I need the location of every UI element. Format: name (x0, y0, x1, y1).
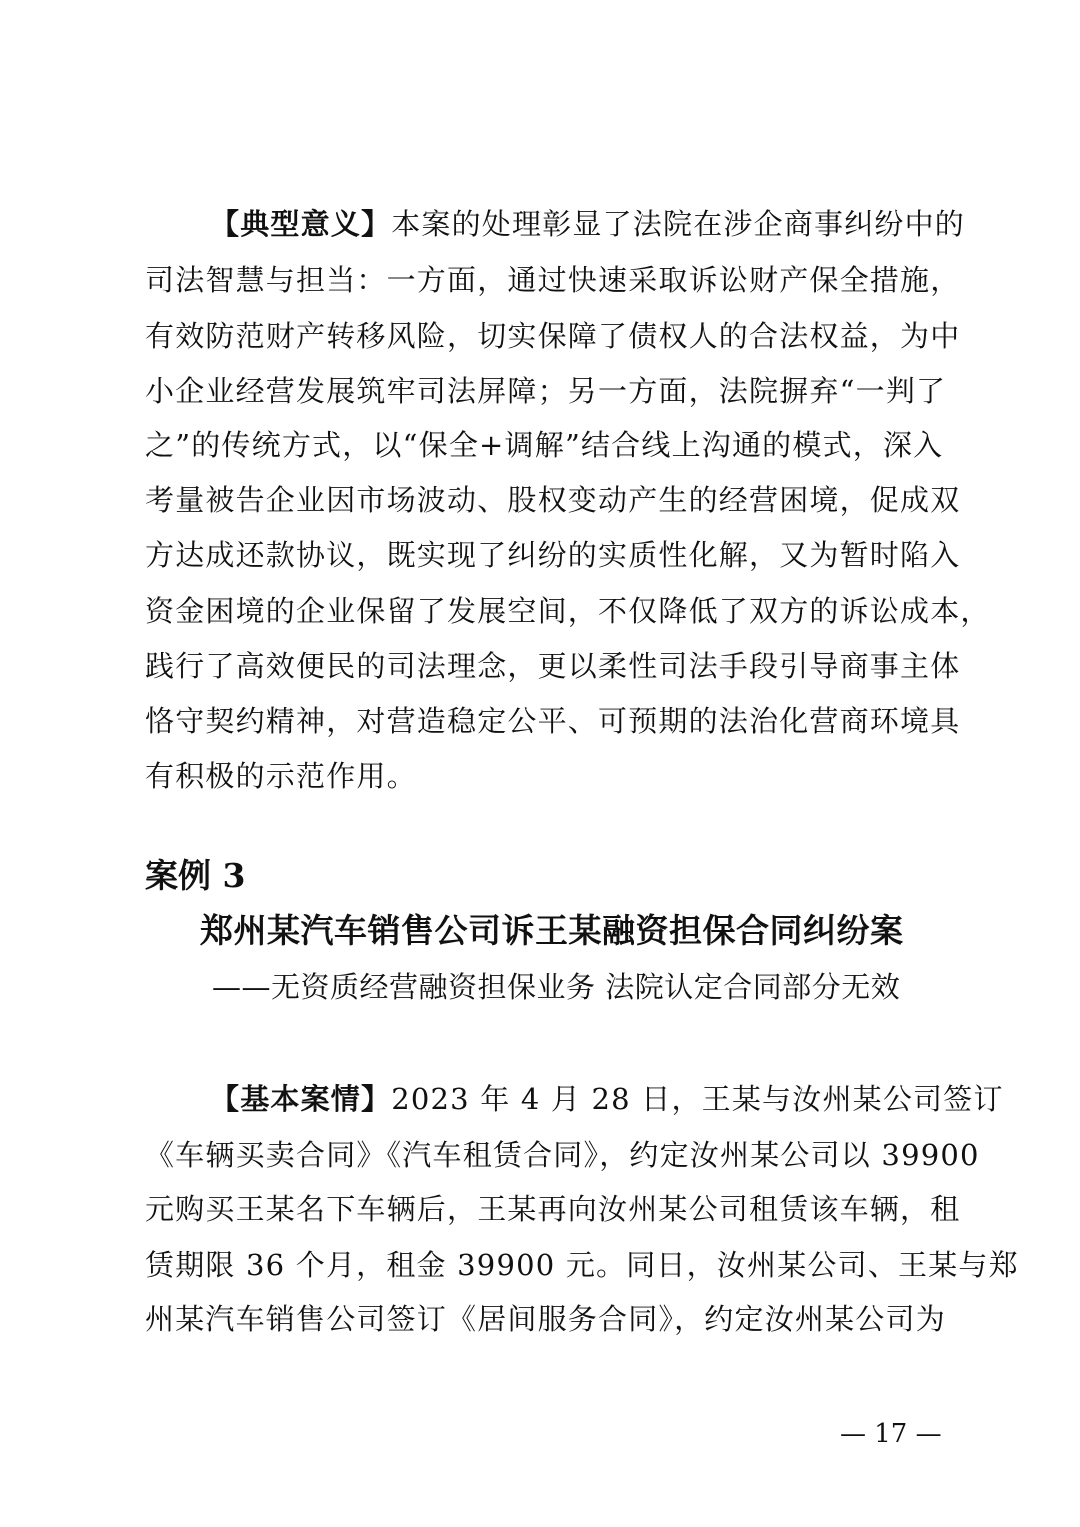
facts-line-3: 赁期限 36 个月，租金 39900 元。同日，汝州某公司、王某与郑 (145, 1248, 1019, 1282)
significance-line-5: 考量被告企业因市场波动、股权变动产生的经营困境，促成双 (145, 483, 961, 517)
significance-line-6: 方达成还款协议，既实现了纠纷的实质性化解，又为暂时陷入 (145, 538, 961, 572)
case-subtitle: ——无资质经营融资担保业务 法院认定合同部分无效 (212, 970, 901, 1004)
facts-line-2: 元购买王某名下车辆后，王某再向汝州某公司租赁该车辆，租 (145, 1192, 961, 1226)
significance-line-10: 有积极的示范作用。 (145, 759, 417, 793)
significance-line-7: 资金困境的企业保留了发展空间，不仅降低了双方的诉讼成本， (145, 594, 991, 628)
significance-line-1: 司法智慧与担当：一方面，通过快速采取诉讼财产保全措施， (145, 263, 961, 297)
case-number: 案例 3 (145, 856, 246, 895)
case-title: 郑州某汽车销售公司诉王某融资担保合同纠纷案 (200, 911, 904, 950)
significance-first-line-text: 本案的处理彰显了法院在涉企商事纠纷中的 (391, 207, 966, 241)
facts-line-4: 州某汽车销售公司签订《居间服务合同》，约定汝州某公司为 (145, 1302, 946, 1336)
facts-line-1: 《车辆买卖合同》《汽车租赁合同》，约定汝州某公司以 39900 (145, 1138, 980, 1172)
page-number: — 17 — (840, 1419, 942, 1449)
significance-line-3: 小企业经营发展筑牢司法屏障；另一方面，法院摒弃“一判了 (145, 374, 947, 408)
significance-line-9: 恪守契约精神，对营造稳定公平、可预期的法治化营商环境具 (145, 704, 961, 738)
significance-label: 【典型意义】 (210, 207, 392, 241)
facts-first-line-text: 2023 年 4 月 28 日，王某与汝州某公司签订 (391, 1082, 1004, 1116)
significance-line-8: 践行了高效便民的司法理念，更以柔性司法手段引导商事主体 (145, 649, 961, 683)
facts-label: 【基本案情】 (210, 1082, 392, 1116)
significance-line-2: 有效防范财产转移风险，切实保障了债权人的合法权益，为中 (145, 319, 961, 353)
significance-first-line (210, 204, 966, 244)
significance-line-4: 之”的传统方式，以“保全+调解”结合线上沟通的模式，深入 (145, 428, 944, 462)
facts-first-line (210, 1079, 1004, 1119)
